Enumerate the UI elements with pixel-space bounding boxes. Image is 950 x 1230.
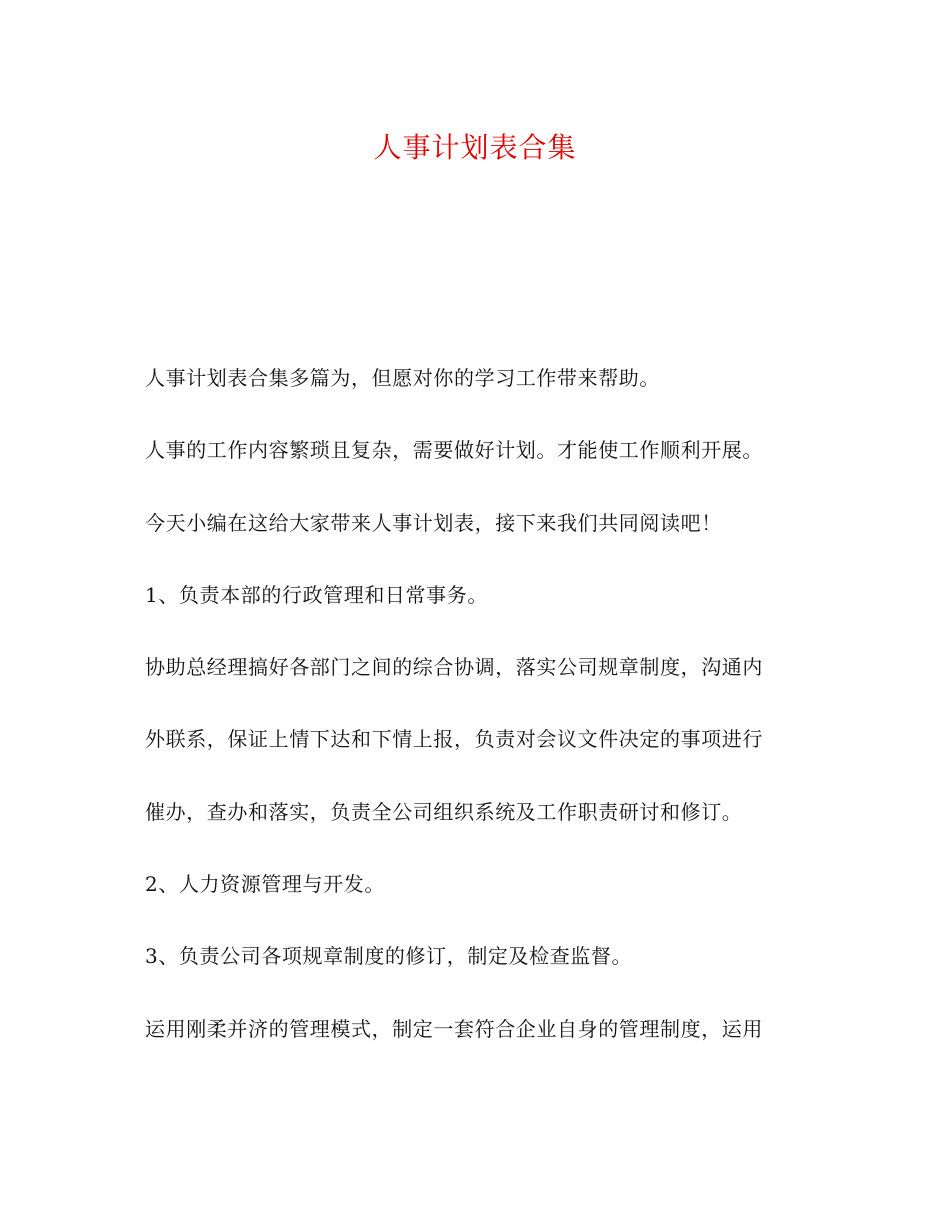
list-item-3: 3、负责公司各项规章制度的修订，制定及检查监督。 (145, 944, 633, 969)
body-line: 外联系，保证上情下达和下情上报，负责对会议文件决定的事项进行 (145, 727, 763, 752)
body-line: 人事的工作内容繁琐且复杂，需要做好计划。才能使工作顺利开展。 (145, 438, 763, 463)
body-line: 催办，查办和落实，负责全公司组织系统及工作职责研讨和修订。 (145, 799, 743, 824)
list-item-2: 2、人力资源管理与开发。 (145, 872, 385, 897)
body-line: 人事计划表合集多篇为，但愿对你的学习工作带来帮助。 (145, 366, 660, 390)
list-item-1: 1、负责本部的行政管理和日常事务。 (145, 582, 488, 607)
document-title: 人事计划表合集 (373, 131, 577, 164)
document-body (145, 358, 810, 1081)
body-line: 今天小编在这给大家带来人事计划表，接下来我们共同阅读吧！ (145, 510, 722, 535)
body-line: 协助总经理搞好各部门之间的综合协调，落实公司规章制度，沟通内 (145, 655, 763, 680)
body-line: 运用刚柔并济的管理模式，制定一套符合企业自身的管理制度，运用 (145, 1016, 763, 1041)
